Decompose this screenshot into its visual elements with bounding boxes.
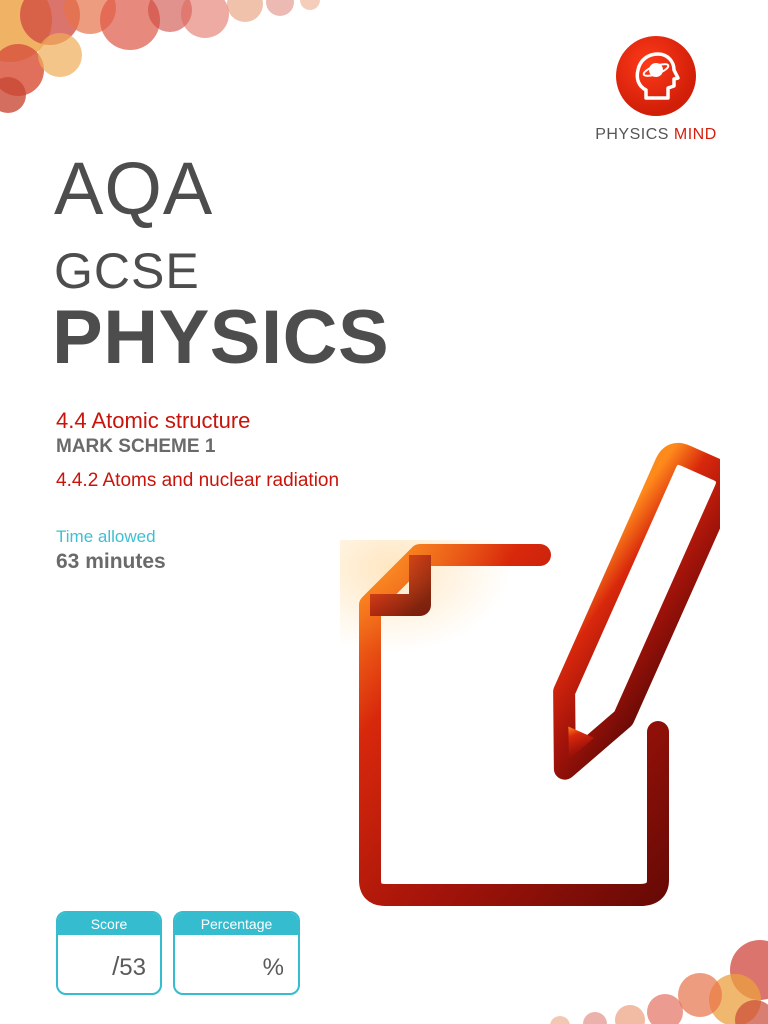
score-total-value: 53 (119, 954, 146, 981)
brand-logo (586, 36, 726, 144)
score-field[interactable] (58, 935, 160, 992)
percentage-symbol: % (262, 954, 284, 981)
percentage-box (173, 911, 300, 995)
percentage-field[interactable] (175, 935, 298, 992)
paper-pencil-icon (340, 440, 720, 910)
score-total (112, 951, 146, 982)
time-allowed-value: 63 minutes (56, 550, 166, 573)
topic-subsection: 4.4.2 Atoms and nuclear radiation (56, 470, 340, 491)
exam-board: AQA (54, 147, 214, 230)
topic-section: 4.4 Atomic structure (56, 408, 251, 433)
score-slash: / (112, 951, 120, 981)
percentage-label: Percentage (175, 913, 298, 935)
subject-title: PHYSICS (52, 295, 390, 380)
time-allowed-label: Time allowed (56, 527, 156, 546)
document-type: MARK SCHEME 1 (56, 436, 216, 457)
head-planet-icon (616, 36, 696, 116)
brand-name: PHYSICS MIND (595, 126, 717, 143)
qualification-level: GCSE (54, 243, 200, 299)
score-label: Score (58, 913, 160, 935)
score-box (56, 911, 162, 995)
